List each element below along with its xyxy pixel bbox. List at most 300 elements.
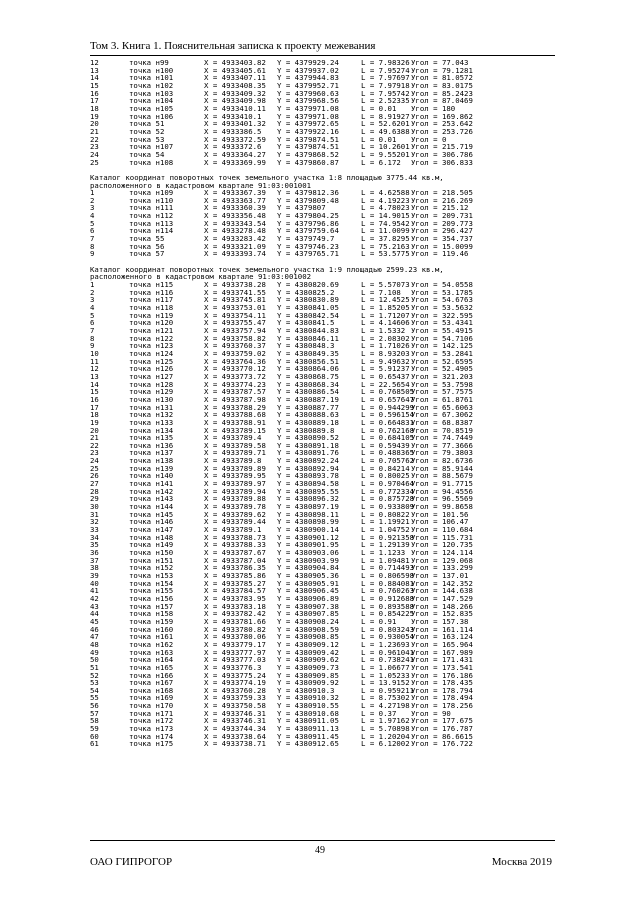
segment-length: L = 1.1233 [361,548,406,557]
point-index: 59 [90,724,99,734]
point-name: точка н166 [129,670,174,680]
x-coordinate: X = 4933789.4 [204,433,262,443]
y-coordinate: Y = 4380841.5 [277,318,335,328]
segment-length: L = 0.803243 [361,624,415,634]
x-coordinate: X = 4933401.32 [204,119,266,129]
y-coordinate: Y = 4380910.68 [277,708,339,718]
angle: Угол = 110.684 [411,525,473,535]
y-coordinate: Y = 4380911.05 [277,716,339,726]
point-name: точка н136 [129,440,174,450]
point-name: точка н144 [129,502,174,512]
point-name: точка н140 [129,471,174,481]
y-coordinate: Y = 4380898.99 [277,517,339,527]
segment-length: L = 0.664831 [361,417,415,427]
point-index: 53 [90,678,99,688]
segment-length: L = 0.806598 [361,570,415,580]
angle: Угол = 68.8387 [411,417,473,427]
x-coordinate: X = 4933360.39 [204,203,266,213]
point-index: 58 [90,716,99,726]
point-name: точка н118 [129,303,174,312]
x-coordinate: X = 4933774.23 [204,379,266,389]
y-coordinate: Y = 4380906.89 [277,593,339,603]
segment-length: L = 0.944299 [361,402,415,412]
point-index: 23 [90,448,99,458]
segment-length: L = 1.19921 [361,517,410,527]
x-coordinate: X = 4933393.74 [204,249,266,259]
angle: Угол = 70.8519 [411,425,473,435]
y-coordinate: Y = 4380905.36 [277,570,339,580]
y-coordinate: Y = 4380849.35 [277,348,339,358]
x-coordinate: X = 4933776.3 [204,662,262,672]
point-name: точка н169 [129,693,174,703]
point-index: 7 [90,325,95,335]
y-coordinate: Y = 4380825.2 [277,287,335,297]
angle: Угол = 96.5569 [411,494,473,504]
segment-length: L = 7.97918 [361,80,410,90]
y-coordinate: Y = 4380890.52 [277,433,339,443]
point-index: 34 [90,532,99,542]
point-name: точка н159 [129,616,174,626]
point-name: точка н149 [129,540,174,550]
x-coordinate: X = 4933789.78 [204,502,266,512]
segment-length: L = 0.760263 [361,586,415,596]
y-coordinate: Y = 4380905.91 [277,578,339,588]
point-index: 8 [90,333,95,343]
point-name: точка н158 [129,609,174,619]
point-name: точка 56 [129,241,165,251]
y-coordinate: Y = 4380891.18 [277,440,339,450]
angle: Угол = 54.0558 [411,280,473,290]
x-coordinate: X = 4933356.48 [204,211,266,221]
segment-length: L = 0.684105 [361,433,415,443]
y-coordinate: Y = 4380912.65 [277,739,339,749]
segment-length: L = 0.596154 [361,410,415,420]
angle: Угол = 74.7449 [411,433,473,443]
y-coordinate: Y = 4380846.11 [277,333,339,343]
point-name: точка н110 [129,195,174,205]
point-name: точка н148 [129,532,174,542]
point-name: точка н126 [129,364,174,374]
angle: Угол = 52.4905 [411,364,473,374]
y-coordinate: Y = 4380820.69 [277,280,339,290]
point-index: 24 [90,456,99,466]
angle: Угол = 169.862 [411,111,473,121]
point-name: точка н152 [129,563,174,573]
y-coordinate: Y = 4380907.85 [277,609,339,619]
x-coordinate: X = 4933782.42 [204,609,266,619]
segment-length: L = 7.97697 [361,73,410,83]
angle: Угол = 176.787 [411,724,473,734]
point-name: точка н123 [129,341,174,351]
point-index: 22 [90,440,99,450]
point-name: точка н168 [129,685,174,695]
segment-length: L = 75.2163 [361,241,410,251]
angle: Угол = 178.794 [411,685,473,695]
segment-length: L = 7.95274 [361,65,410,75]
angle: Угол = 165.964 [411,639,473,649]
point-index: 52 [90,670,99,680]
segment-length: L = 1.85205 [361,303,410,312]
y-coordinate: Y = 4380911.45 [277,731,339,741]
x-coordinate: X = 4933787.57 [204,387,266,397]
segment-length: L = 14.9015 [361,211,410,221]
x-coordinate: X = 4933750.58 [204,701,266,711]
point-index: 18 [90,410,99,420]
segment-length: L = 7.95742 [361,88,410,98]
segment-length: L = 11.0099 [361,226,410,236]
point-index: 32 [90,517,99,527]
angle: Угол = 322.595 [411,310,473,320]
x-coordinate: X = 4933789.88 [204,494,266,504]
x-coordinate: X = 4933784.57 [204,586,266,596]
y-coordinate: Y = 4380856.51 [277,356,339,366]
y-coordinate: Y = 4380900.14 [277,525,339,535]
angle: Угол = 15.0099 [411,241,473,251]
y-coordinate: Y = 4380901.95 [277,540,339,550]
segment-length: L = 2.52335 [361,96,410,106]
point-index: 20 [90,119,99,129]
angle: Угол = 90 [411,708,451,718]
segment-length: L = 0.933809 [361,502,415,512]
x-coordinate: X = 4933777.03 [204,655,266,665]
y-coordinate: Y = 4380911.13 [277,724,339,734]
point-name: точка н163 [129,647,174,657]
y-coordinate: Y = 4380909.85 [277,670,339,680]
point-index: 45 [90,616,99,626]
segment-length: L = 5.91237 [361,364,410,374]
y-coordinate: Y = 4380910.32 [277,693,339,703]
point-name: точка н147 [129,525,174,535]
y-coordinate: Y = 4380888.63 [277,410,339,420]
x-coordinate: X = 4933405.61 [204,65,266,75]
point-index: 5 [90,218,95,228]
y-coordinate: Y = 4380868.75 [277,371,339,381]
y-coordinate: Y = 4379809.48 [277,195,339,205]
segment-length: L = 0.970464 [361,479,415,489]
page-number: 49 [315,845,325,856]
point-index: 54 [90,685,99,695]
footer-city-year: Москва 2019 [491,856,552,868]
angle: Угол = 163.124 [411,632,473,642]
y-coordinate: Y = 4380908.24 [277,616,339,626]
segment-length: L = 4.78023 [361,203,410,213]
y-coordinate: Y = 4380864.06 [277,364,339,374]
x-coordinate: X = 4933789.71 [204,448,266,458]
point-index: 56 [90,701,99,711]
angle: Угол = 53.2841 [411,348,473,358]
point-index: 30 [90,502,99,512]
y-coordinate: Y = 4379759.64 [277,226,339,236]
y-coordinate: Y = 4380909.42 [277,647,339,657]
y-coordinate: Y = 4380887.77 [277,402,339,412]
point-name: точка н154 [129,578,174,588]
point-name: точка н146 [129,517,174,527]
x-coordinate: X = 4933343.54 [204,218,266,228]
y-coordinate: Y = 4380910.3 [277,685,335,695]
angle: Угол = 253.642 [411,119,473,129]
x-coordinate: X = 4933753.01 [204,303,266,312]
x-coordinate: X = 4933789.62 [204,509,266,519]
angle: Угол = 55.4915 [411,325,473,335]
point-name: точка н135 [129,433,174,443]
segment-length: L = 0.488365 [361,448,415,458]
segment-length: L = 0.01 [361,134,397,144]
y-coordinate: Y = 4379952.71 [277,80,339,90]
segment-length: L = 52.6201 [361,119,410,129]
point-name: точка н131 [129,402,174,412]
point-name: точка н105 [129,103,174,113]
x-coordinate: X = 4933787.98 [204,394,266,404]
segment-length: L = 7.108 [361,287,401,297]
point-index: 33 [90,525,99,535]
segment-length: L = 0.959211 [361,685,415,695]
point-name: точка н134 [129,425,174,435]
angle: Угол = 65.6063 [411,402,473,412]
point-name: точка н119 [129,310,174,320]
y-coordinate: Y = 4379929.24 [277,58,339,67]
angle: Угол = 173.541 [411,662,473,672]
angle: Угол = 85.9144 [411,463,473,473]
segment-length: L = 1.23693 [361,639,410,649]
segment-length: L = 0.912688 [361,593,415,603]
point-name: точка н120 [129,318,174,328]
point-index: 6 [90,226,95,236]
segment-length: L = 4.62588 [361,188,410,198]
point-name: точка 51 [129,119,165,129]
point-name: точка н151 [129,555,174,565]
point-name: точка н109 [129,188,174,198]
angle: Угол = 142.352 [411,578,473,588]
y-coordinate: Y = 4379796.86 [277,218,339,228]
y-coordinate: Y = 4380897.19 [277,502,339,512]
point-index: 48 [90,639,99,649]
angle: Угол = 176.186 [411,670,473,680]
point-name: точка н111 [129,203,174,213]
angle: Угол = 61.8761 [411,394,473,404]
angle: Угол = 53.4341 [411,318,473,328]
angle: Угол = 178.494 [411,693,473,703]
point-index: 2 [90,287,95,297]
segment-length: L = 0.854225 [361,609,415,619]
x-coordinate: X = 4933777.97 [204,647,266,657]
point-name: точка н138 [129,456,174,466]
segment-length: L = 6.12002 [361,739,410,749]
x-coordinate: X = 4933364.27 [204,149,266,159]
page-header: Том 3. Книга 1. Пояснительная записка к проекту межевания [90,40,376,52]
point-name: точка н127 [129,371,174,381]
x-coordinate: X = 4933758.82 [204,333,266,343]
point-name: точка н161 [129,632,174,642]
x-coordinate: X = 4933746.31 [204,716,266,726]
angle: Угол = 177.675 [411,716,473,726]
segment-length: L = 6.172 [361,157,401,167]
x-coordinate: X = 4933738.71 [204,739,266,749]
y-coordinate: Y = 4379765.71 [277,249,339,259]
point-index: 17 [90,402,99,412]
x-coordinate: X = 4933789.58 [204,440,266,450]
point-index: 46 [90,624,99,634]
x-coordinate: X = 4933409.98 [204,96,266,106]
x-coordinate: X = 4933789.8 [204,456,262,466]
segment-length: L = 2.08302 [361,333,410,343]
y-coordinate: Y = 4379807 [277,203,326,213]
point-index: 17 [90,96,99,106]
point-name: точка н115 [129,280,174,290]
x-coordinate: X = 4933410.1 [204,111,262,121]
angle: Угол = 77.3666 [411,440,473,450]
segment-length: L = 0.80025 [361,471,410,481]
x-coordinate: X = 4933783.95 [204,593,266,603]
angle: Угол = 86.6615 [411,731,473,741]
segment-length: L = 0.37 [361,708,397,718]
angle: Угол = 0 [411,134,447,144]
point-name: точка н104 [129,96,174,106]
angle: Угол = 161.114 [411,624,473,634]
point-name: точка 55 [129,234,165,244]
catalog-title: Каталог координат поворотных точек земельного участка 1:9 площадью 2599.23 кв.м, [90,264,444,274]
x-coordinate: X = 4933278.48 [204,226,266,236]
segment-length: L = 4.14606 [361,318,410,328]
x-coordinate: X = 4933788.33 [204,540,266,550]
segment-length: L = 0.884081 [361,578,415,588]
y-coordinate: Y = 4379746.23 [277,241,339,251]
point-name: точка н155 [129,586,174,596]
x-coordinate: X = 4933789.95 [204,471,266,481]
angle: Угол = 129.068 [411,555,473,565]
catalog-title: Каталог координат поворотных точек земельного участка 1:8 площадью 3775.44 кв.м, [90,172,444,182]
point-name: точка н122 [129,333,174,343]
segment-length: L = 12.4525 [361,295,410,305]
x-coordinate: X = 4933407.11 [204,73,266,83]
segment-length: L = 49.6388 [361,126,410,136]
y-coordinate: Y = 4380892.24 [277,456,339,466]
y-coordinate: Y = 4380901.12 [277,532,339,542]
y-coordinate: Y = 4380909.92 [277,678,339,688]
point-index: 57 [90,708,99,718]
y-coordinate: Y = 4380896.32 [277,494,339,504]
x-coordinate: X = 4933408.35 [204,80,266,90]
point-index: 9 [90,341,95,351]
x-coordinate: X = 4933788.68 [204,410,266,420]
point-name: точка н145 [129,509,174,519]
point-index: 43 [90,601,99,611]
segment-length: L = 5.70898 [361,724,410,734]
point-name: точка н103 [129,88,174,98]
segment-length: L = 74.9542 [361,218,410,228]
header-rule [90,55,555,56]
segment-length: L = 4.19223 [361,195,410,205]
angle: Угол = 209.773 [411,218,473,228]
y-coordinate: Y = 4379960.63 [277,88,339,98]
segment-length: L = 9.55201 [361,149,410,159]
point-index: 21 [90,433,99,443]
point-name: точка 57 [129,249,165,259]
x-coordinate: X = 4933789.44 [204,517,266,527]
segment-length: L = 0.875728 [361,494,415,504]
angle: Угол = 296.427 [411,226,473,236]
x-coordinate: X = 4933789.94 [204,486,266,496]
point-index: 27 [90,479,99,489]
point-name: точка н142 [129,486,174,496]
segment-length: L = 1.71207 [361,310,410,320]
point-name: точка н172 [129,716,174,726]
x-coordinate: X = 4933757.94 [204,325,266,335]
point-name: точка н150 [129,548,174,557]
segment-length: L = 0.714493 [361,563,415,573]
point-name: точка н128 [129,379,174,389]
segment-length: L = 0.80822 [361,509,410,519]
y-coordinate: Y = 4380910.55 [277,701,339,711]
point-index: 26 [90,471,99,481]
point-index: 28 [90,486,99,496]
point-index: 9 [90,249,95,259]
point-index: 41 [90,586,99,596]
angle: Угол = 142.125 [411,341,473,351]
point-index: 13 [90,65,99,75]
y-coordinate: Y = 4379972.65 [277,119,339,129]
footer-organization: ОАО ГИПРОГОР [90,856,173,868]
point-index: 50 [90,655,99,665]
coordinate-catalog [90,59,560,748]
angle: Угол = 354.737 [411,234,473,244]
point-index: 42 [90,593,99,603]
point-index: 4 [90,211,95,221]
x-coordinate: X = 4933372.6 [204,142,262,152]
angle: Угол = 67.3062 [411,410,473,420]
point-index: 15 [90,80,99,90]
point-name: точка н108 [129,157,174,167]
point-name: точка н173 [129,724,174,734]
x-coordinate: X = 4933789.97 [204,479,266,489]
angle: Угол = 101.56 [411,509,469,519]
point-index: 18 [90,103,99,113]
angle: Угол = 79.1281 [411,65,473,75]
angle: Угол = 171.431 [411,655,473,665]
segment-length: L = 8.93203 [361,348,410,358]
y-coordinate: Y = 4380907.38 [277,601,339,611]
x-coordinate: X = 4933410.11 [204,103,266,113]
x-coordinate: X = 4933283.42 [204,234,266,244]
y-coordinate: Y = 4379804.25 [277,211,339,221]
y-coordinate: Y = 4379971.08 [277,103,339,113]
coordinate-row [90,740,560,748]
x-coordinate: X = 4933759.02 [204,348,266,358]
segment-length: L = 37.8295 [361,234,410,244]
y-coordinate: Y = 4380904.84 [277,563,339,573]
point-name: точка н156 [129,593,174,603]
angle: Угол = 94.4556 [411,486,473,496]
point-index: 2 [90,195,95,205]
point-index: 16 [90,394,99,404]
y-coordinate: Y = 4379874.51 [277,134,339,144]
point-index: 13 [90,371,99,381]
point-name: точка 54 [129,149,165,159]
point-index: 8 [90,241,95,251]
point-index: 3 [90,295,95,305]
point-index: 31 [90,509,99,519]
point-name: точка н102 [129,80,174,90]
segment-length: L = 1.06677 [361,662,410,672]
y-coordinate: Y = 4380889.8 [277,425,335,435]
y-coordinate: Y = 4380842.54 [277,310,339,320]
angle: Угол = 53.5632 [411,303,473,312]
segment-length: L = 13.9152 [361,678,410,688]
angle: Угол = 91.7715 [411,479,473,489]
angle: Угол = 157.38 [411,616,469,626]
point-name: точка н133 [129,417,174,427]
angle: Угол = 115.731 [411,532,473,542]
point-index: 36 [90,548,99,557]
